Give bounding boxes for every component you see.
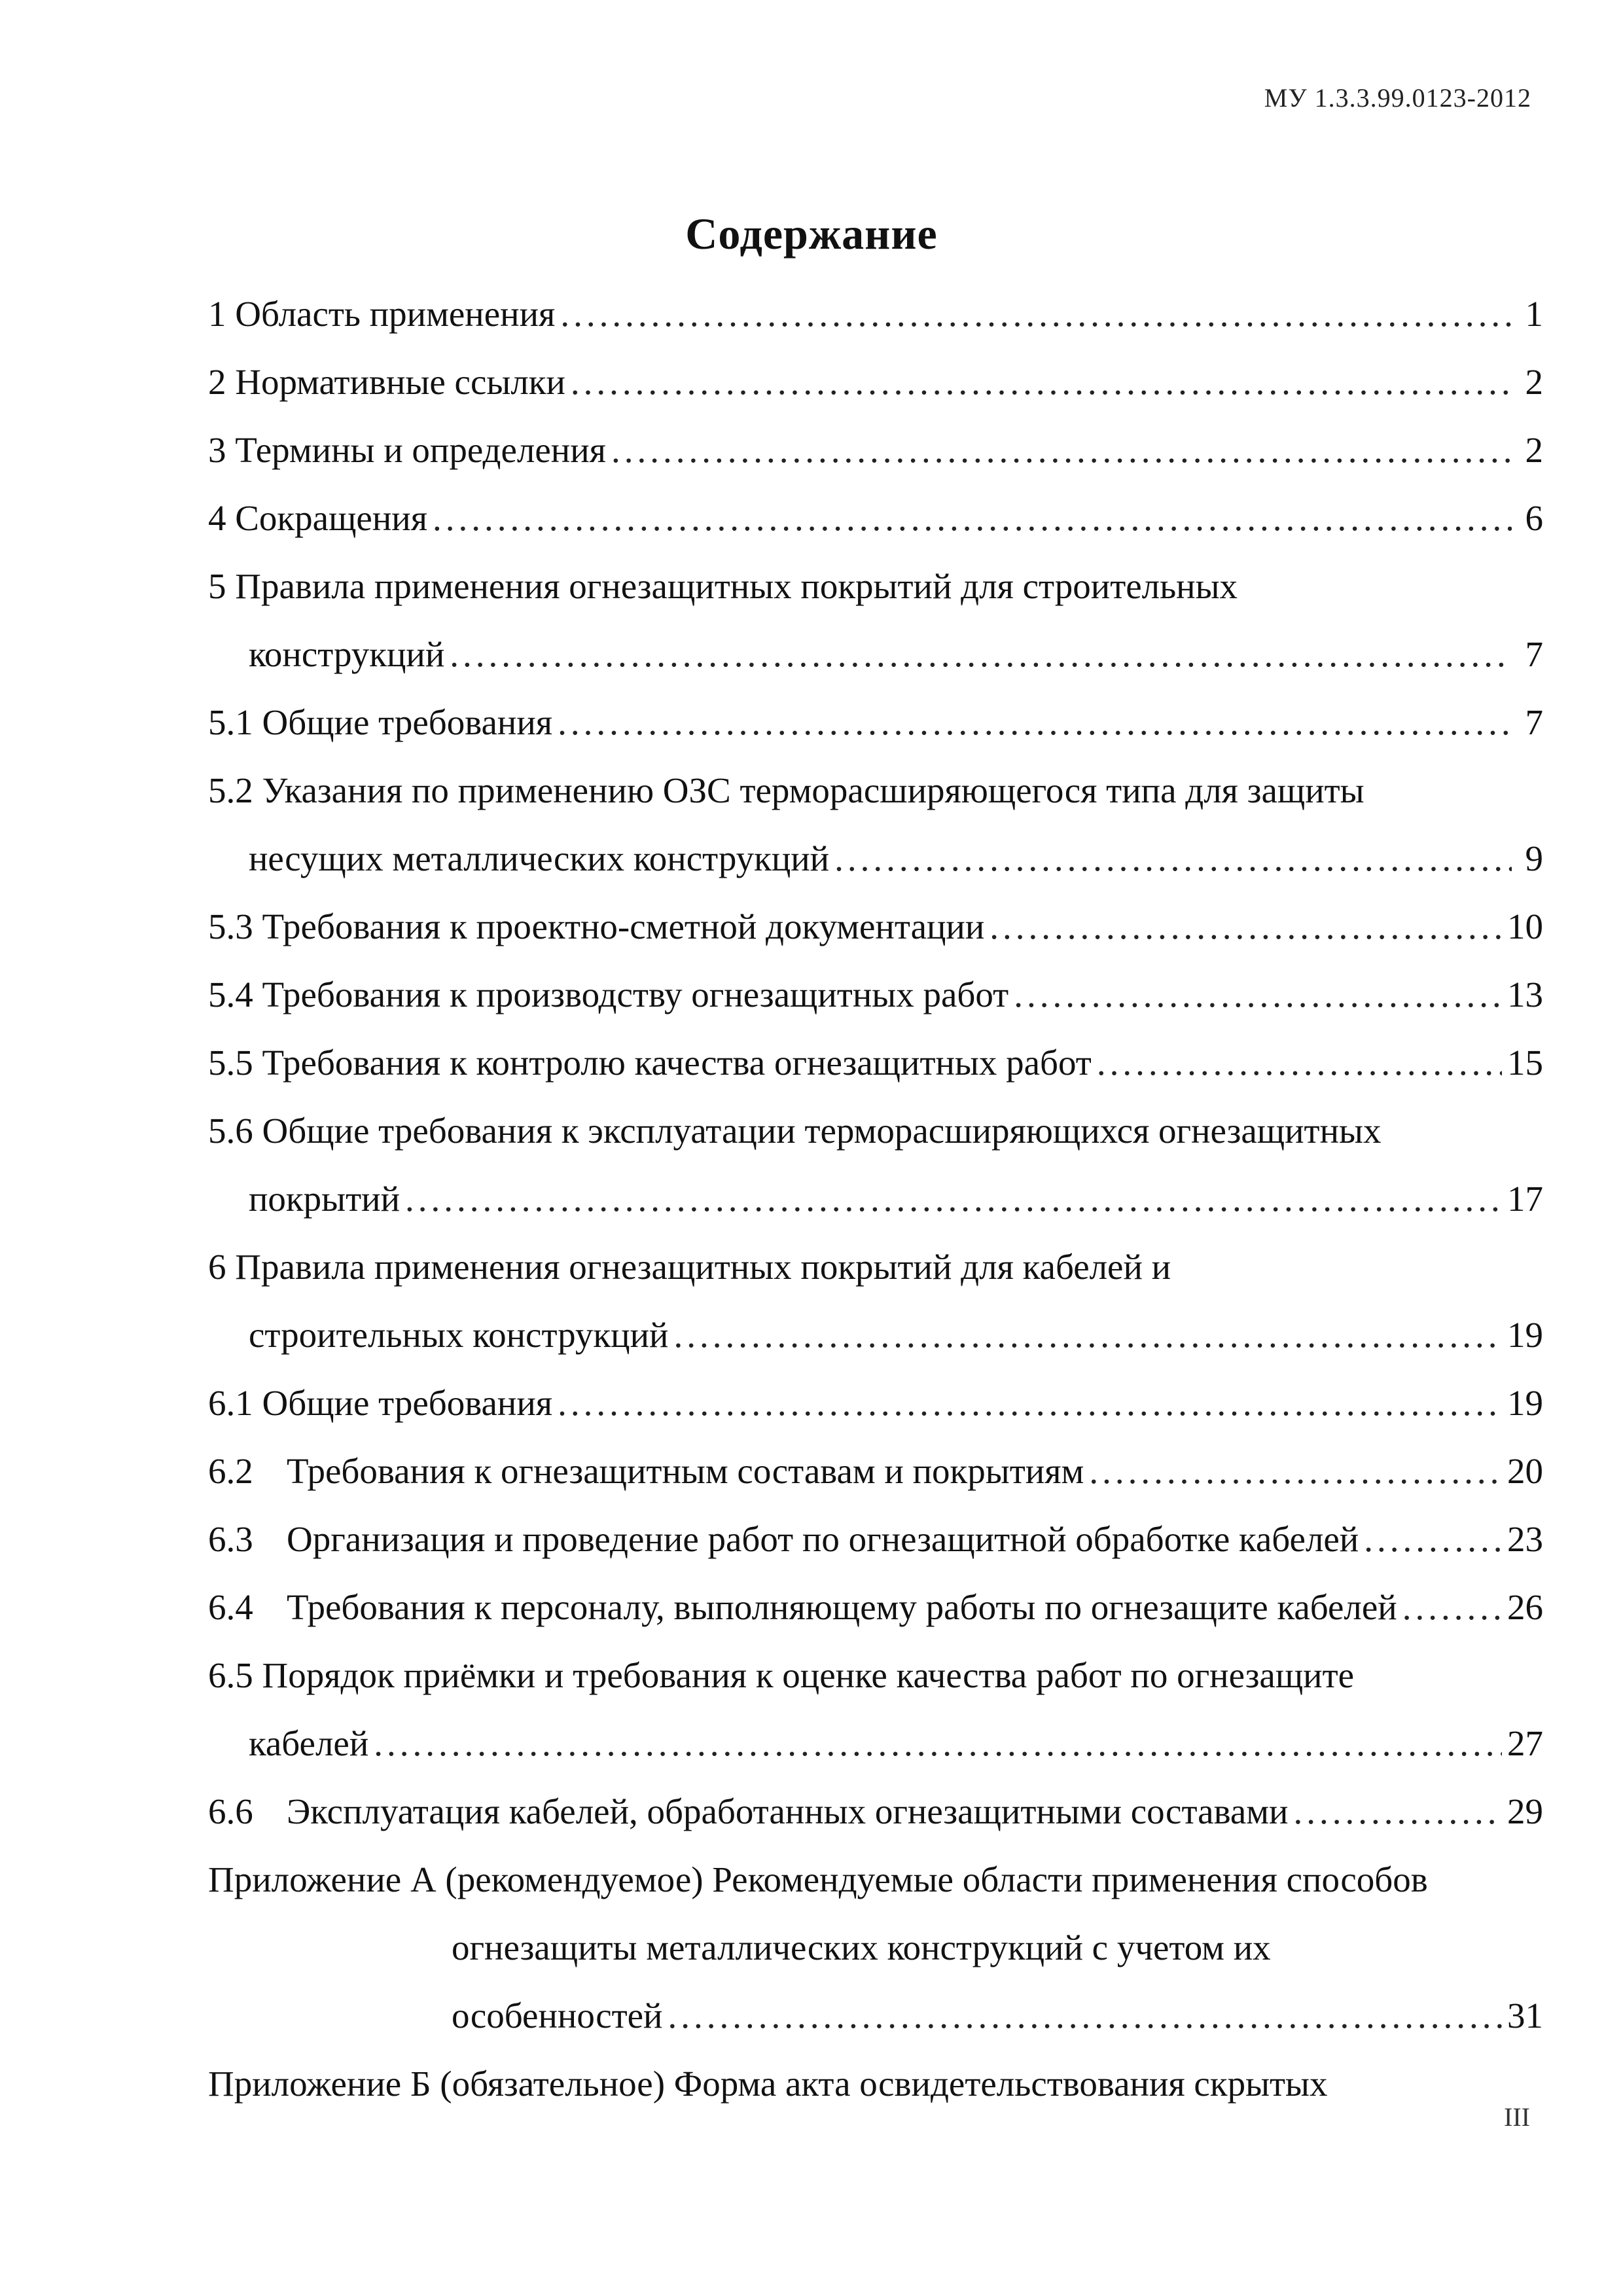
dot-leader xyxy=(668,1982,1502,2050)
toc-entry-5-2 xyxy=(208,757,1543,893)
dot-leader xyxy=(433,484,1512,552)
toc-entry-page: 17 xyxy=(1507,1179,1543,1219)
toc-entry-5-5 xyxy=(208,1029,1543,1097)
dot-leader xyxy=(558,689,1512,757)
toc-entry-6-6 xyxy=(208,1778,1543,1846)
toc-entry-text: Требования к персоналу, выполняющему работы по огнезащите кабелей xyxy=(287,1587,1397,1627)
toc-entry-6-4 xyxy=(208,1573,1543,1641)
dot-leader xyxy=(405,1165,1502,1233)
toc-entry-text: 2 Нормативные ссылки xyxy=(208,362,565,402)
toc-entry-page: 15 xyxy=(1507,1043,1543,1083)
dot-leader xyxy=(611,416,1512,484)
toc-entry-text: 5.6 Общие требования к эксплуатации терморасширяющихся огнезащитных xyxy=(208,1111,1382,1151)
toc-entry-4 xyxy=(208,484,1543,552)
dot-leader xyxy=(560,280,1512,348)
toc-entry-page: 10 xyxy=(1507,906,1543,946)
dot-leader xyxy=(1293,1778,1502,1846)
toc-entry-text: 6.1 Общие требования xyxy=(208,1383,553,1423)
toc-entry-page: 19 xyxy=(1507,1315,1543,1355)
toc-entry-6-3 xyxy=(208,1505,1543,1573)
toc-entry-text: 5.5 Требования к контролю качества огнезащитных работ xyxy=(208,1043,1092,1083)
toc-entry-number: 6.2 xyxy=(208,1451,253,1491)
dot-leader xyxy=(673,1301,1502,1369)
toc-entry-6-5 xyxy=(208,1641,1543,1778)
toc-entry-text: 1 Область применения xyxy=(208,294,556,334)
toc-entry-text: 5 Правила применения огнезащитных покрытий для строительных xyxy=(208,566,1238,606)
toc-entry-appendix-a xyxy=(208,1846,1543,2050)
toc-entry-text-cont: огнезащиты металлических конструкций с учетом их xyxy=(452,1928,1271,1967)
dot-leader xyxy=(1364,1505,1502,1573)
toc-entry-page: 29 xyxy=(1507,1791,1543,1831)
toc-entry-page: 13 xyxy=(1507,975,1543,1014)
toc-entry-text-cont: кабелей xyxy=(249,1723,369,1763)
toc-entry-3 xyxy=(208,416,1543,484)
dot-leader xyxy=(1097,1029,1502,1097)
toc-entry-page: 6 xyxy=(1525,498,1543,538)
toc-entry-page: 26 xyxy=(1507,1587,1543,1627)
toc-entry-text: Требования к огнезащитным составам и покрытиям xyxy=(287,1451,1084,1491)
toc-entry-page: 2 xyxy=(1525,362,1543,402)
table-of-contents xyxy=(208,280,1543,2118)
toc-entry-page: 23 xyxy=(1507,1519,1543,1559)
dot-leader xyxy=(990,893,1502,961)
toc-entry-6-1 xyxy=(208,1369,1543,1437)
dot-leader xyxy=(558,1369,1502,1437)
toc-entry-text: 6 Правила применения огнезащитных покрытий для кабелей и xyxy=(208,1247,1171,1287)
toc-entry-text-cont: покрытий xyxy=(249,1179,401,1219)
toc-entry-1 xyxy=(208,280,1543,348)
dot-leader xyxy=(1014,961,1502,1029)
dot-leader xyxy=(450,620,1512,689)
toc-entry-text: Организация и проведение работ по огнезащитной обработке кабелей xyxy=(287,1519,1359,1559)
toc-entry-number: 6.6 xyxy=(208,1791,253,1831)
toc-entry-page: 27 xyxy=(1507,1723,1543,1763)
toc-entry-page: 1 xyxy=(1525,294,1543,334)
toc-entry-5-1 xyxy=(208,689,1543,757)
toc-entry-text: Приложение А (рекомендуемое) Рекомендуемые области применения способов xyxy=(208,1859,1428,1899)
toc-entry-page: 31 xyxy=(1507,1996,1543,2036)
toc-entry-6-2 xyxy=(208,1437,1543,1505)
toc-entry-page: 7 xyxy=(1525,702,1543,742)
toc-entry-page: 7 xyxy=(1525,634,1543,674)
toc-entry-text: 5.4 Требования к производству огнезащитных работ xyxy=(208,975,1009,1014)
toc-entry-page: 9 xyxy=(1525,838,1543,878)
toc-entry-text-cont: несущих металлических конструкций xyxy=(249,838,830,878)
page-title: Содержание xyxy=(685,209,938,259)
toc-entry-page: 19 xyxy=(1507,1383,1543,1423)
dot-leader xyxy=(1089,1437,1502,1505)
toc-entry-text-cont: конструкций xyxy=(249,634,445,674)
toc-entry-text: Эксплуатация кабелей, обработанных огнезащитными составами xyxy=(287,1791,1289,1831)
toc-entry-text: 5.3 Требования к проектно-сметной документации xyxy=(208,906,985,946)
toc-entry-text: 6.5 Порядок приёмки и требования к оценке качества работ по огнезащите xyxy=(208,1655,1355,1695)
dot-leader xyxy=(374,1710,1502,1778)
toc-entry-5-6 xyxy=(208,1097,1543,1233)
toc-entry-text: Приложение Б (обязательное) Форма акта освидетельствования скрытых xyxy=(208,2064,1328,2104)
toc-entry-text: 5.2 Указания по применению ОЗС терморасширяющегося типа для защиты xyxy=(208,770,1364,810)
toc-entry-appendix-b xyxy=(208,2050,1543,2118)
toc-entry-5-3 xyxy=(208,893,1543,961)
toc-entry-2 xyxy=(208,348,1543,416)
toc-entry-page: 20 xyxy=(1507,1451,1543,1491)
toc-entry-5 xyxy=(208,552,1543,689)
page-number: III xyxy=(1504,2102,1530,2132)
toc-entry-text-cont: особенностей xyxy=(452,1996,663,2036)
document-code: МУ 1.3.3.99.0123-2012 xyxy=(1264,83,1531,113)
toc-entry-number: 6.3 xyxy=(208,1519,253,1559)
dot-leader xyxy=(1402,1573,1502,1641)
dot-leader xyxy=(834,825,1512,893)
toc-entry-6 xyxy=(208,1233,1543,1369)
toc-entry-text: 3 Термины и определения xyxy=(208,430,606,470)
toc-entry-page: 2 xyxy=(1525,430,1543,470)
toc-entry-text: 4 Сокращения xyxy=(208,498,427,538)
dot-leader xyxy=(571,348,1512,416)
toc-entry-text-cont: строительных конструкций xyxy=(249,1315,669,1355)
toc-entry-text: 5.1 Общие требования xyxy=(208,702,553,742)
toc-entry-number: 6.4 xyxy=(208,1587,253,1627)
toc-entry-5-4 xyxy=(208,961,1543,1029)
